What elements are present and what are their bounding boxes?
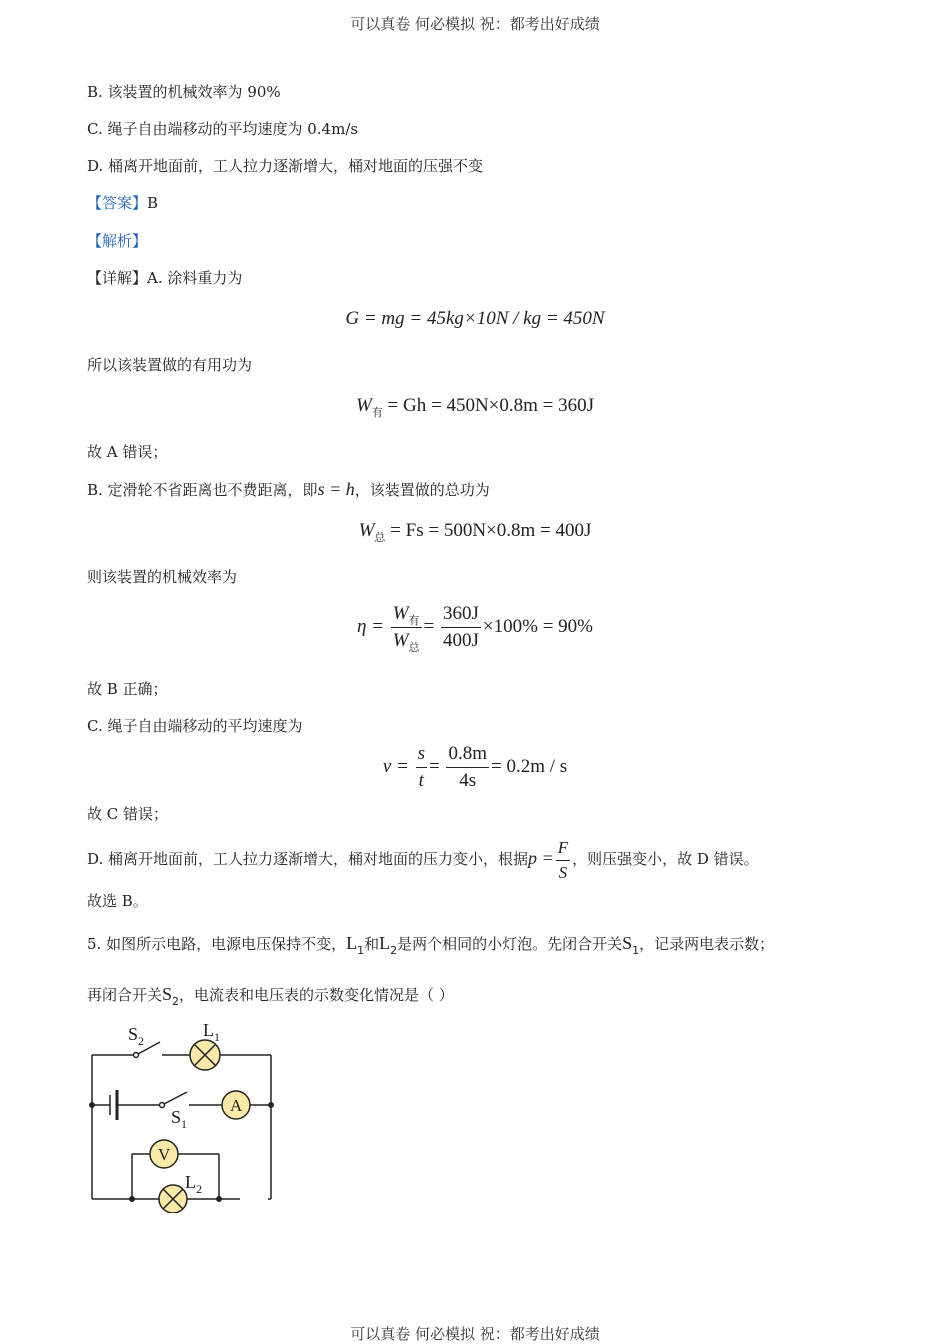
page-header: 可以真卷 何必模拟 祝：都考出好成绩 [350,15,600,33]
eff-den2: 400J [443,630,479,651]
b-eq: s = h [317,479,355,499]
q5-S1: S [622,933,633,953]
q5-S2-sub: 2 [172,995,180,1008]
q5-L1: L [346,933,358,953]
b-post: ，该装置做的总功为 [354,481,490,499]
s2-contact [134,1053,139,1058]
choose-b: 故选 B。 [87,892,148,910]
eff-eta: η = [356,615,384,637]
speed-frac-1 [416,743,427,792]
d-pre: D. 桶离开地面前，工人拉力逐渐增大，桶对地面的压力变小，根据 [87,850,529,868]
useful-intro: 所以该装置做的有用功为 [87,356,253,374]
q5-and: 和 [364,935,380,953]
useful-w-sub: 有 [371,406,383,419]
useful-w: W [355,395,372,416]
label-ammeter: A [230,1096,243,1115]
label-s2: $S_2$ [128,1024,145,1048]
option-b: B. 该装置的机械效率为 90% [87,83,281,101]
q5-S1-sub: 1 [632,944,640,957]
q5-c: ，记录两电表示数； [639,935,775,953]
circuit-diagram [82,1018,282,1213]
q5-a: 5. 如图所示电路，电源电压保持不变， [87,935,347,953]
option-d: D. 桶离开地面前，工人拉力逐渐增大，桶对地面的压强不变 [87,157,484,175]
detail-label: 【详解】 [87,269,148,287]
eff-den-sub: 总 [408,641,420,654]
formula-efficiency: η = $\frac{W_有}{W_总}$ = $\frac{360J}{400J}$ ×100% = 90% [356,603,594,654]
d-post: ，则压强变小，故 D 错误。 [572,850,759,868]
d-line [87,835,759,883]
answer-value: B [147,194,159,212]
a-wrong: 故 A 错误； [87,443,168,461]
c-intro: C. 绳子自由端移动的平均速度为 [87,717,303,735]
q5-line2-a: 再闭合开关 [87,986,163,1004]
formula-gravity-text: G = mg = 45kg×10N / kg = 450N [345,308,605,329]
c-wrong: 故 C 错误； [87,805,169,823]
eff-frac-2 [441,603,481,652]
question5-line1 [87,933,774,956]
b-line [87,479,490,500]
s1-contact [160,1103,165,1108]
question5-line2 [87,984,454,1007]
speed-den: t [418,770,424,791]
q5-L2: L [379,933,391,953]
eff-num2: 360J [441,603,481,628]
junction-right-mid [269,1103,273,1107]
d-S: S [558,862,568,882]
eff-frac-1: $\frac{W_有}{W_总}$ [392,603,420,654]
total-w: W [358,520,375,541]
switch-s1-icon [164,1092,187,1104]
speed-rest: = 0.2m / s [491,755,568,777]
label-voltmeter: V [158,1145,171,1164]
b-pre: B. 定滑轮不省距离也不费距离，即 [87,481,318,499]
b-right: 故 B 正确； [87,680,168,698]
label-l1: $L_1$ [203,1020,220,1044]
eff-rest: ×100% = 90% [482,615,594,637]
speed-frac-2 [446,743,489,792]
d-p: p = [528,848,554,868]
detail-line [87,268,242,288]
formula-gravity [0,308,950,330]
q5-line2-b: ，电流表和电压表的示数变化情况是（ ） [179,986,454,1004]
q5-b: 是两个相同的小灯泡。先闭合开关 [397,935,623,953]
answer-line [87,193,158,213]
q5-S2: S [162,984,173,1004]
d-frac [556,838,570,883]
useful-rest: = Gh = 450N×0.8m = 360J [382,395,595,416]
option-c: C. 绳子自由端移动的平均速度为 0.4m/s [87,120,359,138]
speed-v: v = [382,755,409,777]
label-l2: $L_2$ [185,1172,202,1196]
analysis-label: 【解析】 [87,232,148,250]
page-footer: 可以真卷 何必模拟 祝：都考出好成绩 [350,1325,600,1343]
eff-num-sub: 有 [408,614,420,627]
speed-den2: 4s [459,770,477,791]
q5-L2-sub: 2 [390,944,398,957]
formula-total-work [0,520,950,542]
speed-num: s [416,743,427,768]
d-F: F [556,838,570,861]
detail-a-intro: A. 涂料重力为 [147,269,243,287]
eff-intro: 则该装置的机械效率为 [87,568,238,586]
speed-num2: 0.8m [446,743,489,768]
answer-label: 【答案】 [87,194,148,212]
label-s1: $S_1$ [171,1107,188,1131]
formula-useful-work [0,395,950,417]
q5-L1-sub: 1 [357,944,365,957]
total-rest: = Fs = 500N×0.8m = 400J [385,520,592,541]
total-w-sub: 总 [374,531,386,544]
formula-speed: v = $\frac{s}{t}$ = $\frac{0.8m}{4s}$ = 0.2m / s [382,743,568,791]
